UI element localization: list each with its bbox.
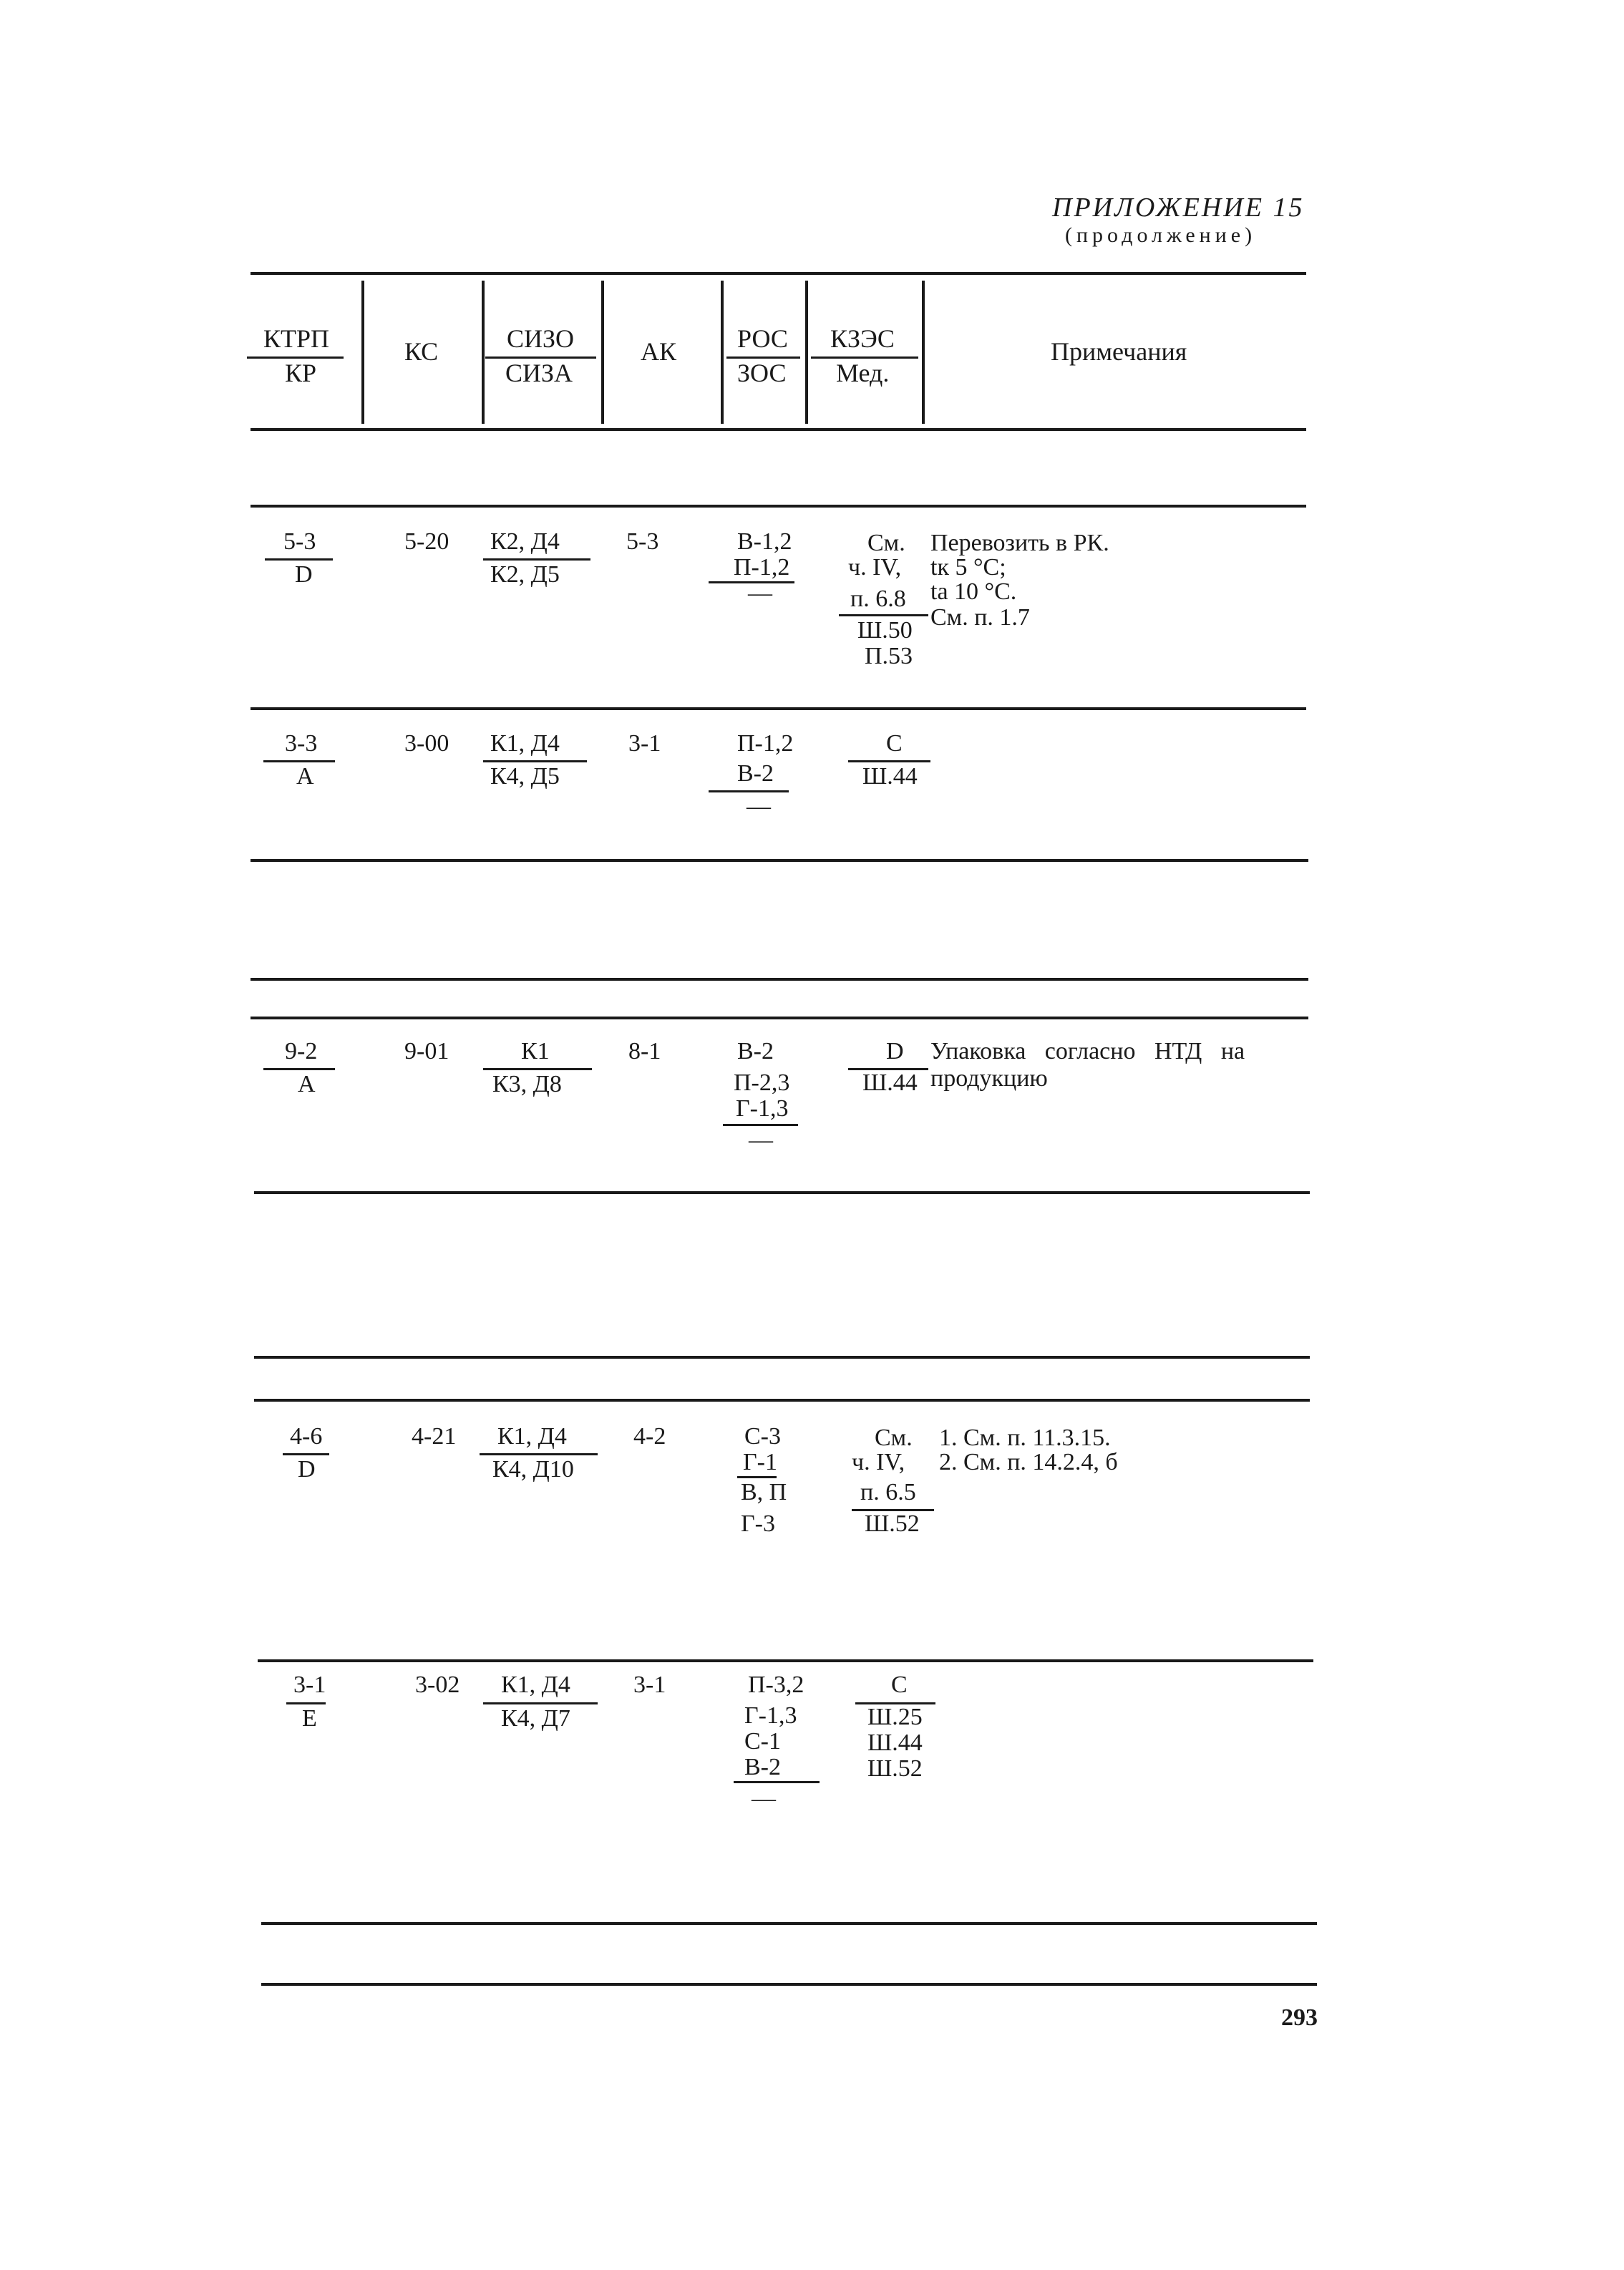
row5-kr: Е bbox=[302, 1705, 317, 1732]
row1-med-1: П.53 bbox=[865, 643, 913, 669]
row4-note-0: 1. См. п. 11.3.15. bbox=[939, 1425, 1111, 1451]
row1-kr: D bbox=[295, 561, 313, 588]
row1-note-2: tа 10 °С. bbox=[930, 578, 1017, 605]
row3-zos: — bbox=[749, 1127, 773, 1153]
row4-ktrp: 4-6 bbox=[290, 1423, 323, 1450]
header-col-sep bbox=[922, 281, 925, 424]
row-rule bbox=[251, 859, 1308, 862]
row4-ktrp-line bbox=[283, 1453, 329, 1455]
row3-ktrp: 9-2 bbox=[285, 1038, 318, 1064]
col-ks: КС bbox=[404, 337, 439, 366]
row2-kzes-line bbox=[848, 760, 930, 762]
row-rule bbox=[254, 1356, 1310, 1359]
row4-sizo: К1, Д4 bbox=[497, 1423, 567, 1450]
row2-siza: К4, Д5 bbox=[490, 763, 560, 790]
row3-ks: 9-01 bbox=[404, 1038, 449, 1064]
row1-siza: К2, Д5 bbox=[490, 561, 560, 588]
row-rule bbox=[251, 1017, 1308, 1019]
row-rule bbox=[258, 1659, 1313, 1662]
row3-ros-1: П-2,3 bbox=[734, 1069, 790, 1096]
row4-sizo-line bbox=[480, 1453, 598, 1455]
row4-ak: 4-2 bbox=[633, 1423, 666, 1450]
row4-kzes-2: п. 6.5 bbox=[860, 1479, 916, 1505]
row3-note-1: продукцию bbox=[930, 1065, 1048, 1092]
table-top-rule bbox=[251, 272, 1306, 275]
header-col-sep bbox=[361, 281, 364, 424]
row2-sizo-line bbox=[483, 760, 587, 762]
row-rule bbox=[254, 1399, 1310, 1402]
row5-med-0: Ш.25 bbox=[867, 1704, 923, 1730]
row1-med-0: Ш.50 bbox=[857, 617, 913, 644]
col-ktrp: КТРП bbox=[263, 324, 330, 353]
row1-note-3: См. п. 1.7 bbox=[930, 604, 1030, 631]
row-rule bbox=[251, 978, 1308, 981]
row1-ktrp-line bbox=[265, 558, 333, 561]
row5-zos: — bbox=[752, 1785, 776, 1812]
row-rule bbox=[261, 1922, 1317, 1925]
row-rule bbox=[251, 707, 1306, 710]
row3-sizo-line bbox=[483, 1068, 592, 1070]
col-ak: АК bbox=[641, 337, 677, 366]
row1-sizo: К2, Д4 bbox=[490, 528, 560, 555]
row5-ktrp-line bbox=[286, 1702, 326, 1704]
row1-kzes-0: См. bbox=[867, 530, 905, 556]
row4-ros-3: Г-3 bbox=[741, 1510, 775, 1537]
row3-siza: К3, Д8 bbox=[492, 1071, 562, 1097]
row2-ak: 3-1 bbox=[628, 730, 661, 757]
row2-zos: — bbox=[747, 793, 771, 820]
header-col-sep bbox=[721, 281, 724, 424]
row5-ros-line bbox=[734, 1781, 820, 1783]
row2-ros-1: В-2 bbox=[737, 760, 774, 787]
row3-ros-line bbox=[723, 1124, 798, 1126]
row3-ak: 8-1 bbox=[628, 1038, 661, 1064]
row3-med-0: Ш.44 bbox=[862, 1069, 918, 1096]
col-ros: РОС bbox=[737, 324, 788, 353]
row3-note-0: Упаковка согласно НТД на bbox=[930, 1038, 1245, 1064]
row1-ktrp: 5-3 bbox=[283, 528, 316, 555]
row5-ktrp: 3-1 bbox=[293, 1672, 326, 1698]
row2-ktrp-line bbox=[263, 760, 335, 762]
row2-kr: А bbox=[296, 763, 314, 790]
row5-ros-1: Г-1,3 bbox=[744, 1702, 797, 1729]
table-bottom-rule bbox=[261, 1983, 1317, 1986]
row4-kzes-1: ч. IV, bbox=[852, 1449, 905, 1475]
row5-kzes-0: С bbox=[891, 1672, 908, 1698]
header-bottom-rule bbox=[251, 428, 1306, 431]
row4-note-1: 2. См. п. 14.2.4, б bbox=[939, 1449, 1118, 1475]
row5-med-1: Ш.44 bbox=[867, 1730, 923, 1756]
col-kzes: КЗЭС bbox=[830, 324, 895, 353]
col-sizo: СИЗО bbox=[507, 324, 575, 353]
row1-zos: — bbox=[748, 580, 772, 606]
col-kr: КР bbox=[285, 359, 317, 387]
row4-ros-line bbox=[737, 1476, 777, 1478]
row1-kzes-1: ч. IV, bbox=[848, 554, 902, 581]
row4-kr: D bbox=[298, 1456, 316, 1483]
row2-med-0: Ш.44 bbox=[862, 763, 918, 790]
col-siza: СИЗА bbox=[505, 359, 573, 387]
page-number: 293 bbox=[1281, 2004, 1318, 2031]
row4-ros-1: Г-1 bbox=[743, 1449, 777, 1475]
row1-ak: 5-3 bbox=[626, 528, 659, 555]
col-zos: ЗОС bbox=[737, 359, 787, 387]
row4-ks: 4-21 bbox=[412, 1423, 457, 1450]
row-rule bbox=[251, 505, 1306, 508]
row5-sizo-line bbox=[483, 1702, 598, 1704]
row2-ros-0: П-1,2 bbox=[737, 730, 794, 757]
header-col-sep bbox=[805, 281, 808, 424]
row3-ktrp-line bbox=[263, 1068, 335, 1070]
row5-siza: К4, Д7 bbox=[501, 1705, 570, 1732]
row3-sizo: К1 bbox=[521, 1038, 550, 1064]
col-med: Мед. bbox=[836, 359, 890, 387]
row2-ktrp: 3-3 bbox=[285, 730, 318, 757]
row3-kr: А bbox=[298, 1071, 316, 1097]
row5-ros-2: С-1 bbox=[744, 1728, 781, 1755]
row2-ks: 3-00 bbox=[404, 730, 449, 757]
row5-ks: 3-02 bbox=[415, 1672, 460, 1698]
row4-med-0: Ш.52 bbox=[865, 1510, 920, 1537]
appendix-subtitle: (продолжение) bbox=[1065, 223, 1257, 247]
row1-ros-0: В-1,2 bbox=[737, 528, 792, 555]
row5-ros-3: В-2 bbox=[744, 1754, 781, 1780]
row4-siza: К4, Д10 bbox=[492, 1456, 574, 1483]
row1-sizo-line bbox=[483, 558, 590, 561]
row3-kzes-0: D bbox=[886, 1038, 904, 1064]
row5-ros-0: П-3,2 bbox=[748, 1672, 804, 1698]
row4-kzes-0: См. bbox=[875, 1425, 913, 1451]
row4-ros-2: В, П bbox=[741, 1479, 787, 1505]
row4-ros-0: С-3 bbox=[744, 1423, 781, 1450]
row3-ros-0: В-2 bbox=[737, 1038, 774, 1064]
row1-note-0: Перевозить в РК. bbox=[930, 530, 1109, 556]
row5-sizo: К1, Д4 bbox=[501, 1672, 570, 1698]
row3-ros-2: Г-1,3 bbox=[736, 1095, 789, 1122]
row2-sizo: К1, Д4 bbox=[490, 730, 560, 757]
row1-note-1: tк 5 °С; bbox=[930, 554, 1006, 581]
row1-kzes-2: п. 6.8 bbox=[850, 586, 906, 612]
row1-ks: 5-20 bbox=[404, 528, 449, 555]
row5-med-2: Ш.52 bbox=[867, 1755, 923, 1782]
header-col-sep bbox=[482, 281, 485, 424]
row-rule bbox=[254, 1191, 1310, 1194]
col-notes: Примечания bbox=[1051, 337, 1187, 366]
row2-ros-line bbox=[709, 790, 789, 792]
header-col-sep bbox=[601, 281, 604, 424]
appendix-title: ПРИЛОЖЕНИЕ 15 bbox=[1052, 193, 1305, 223]
row1-kzes-line bbox=[839, 614, 928, 616]
row1-ros-1: П-1,2 bbox=[734, 554, 790, 581]
row2-kzes-0: С bbox=[886, 730, 903, 757]
row5-ak: 3-1 bbox=[633, 1672, 666, 1698]
